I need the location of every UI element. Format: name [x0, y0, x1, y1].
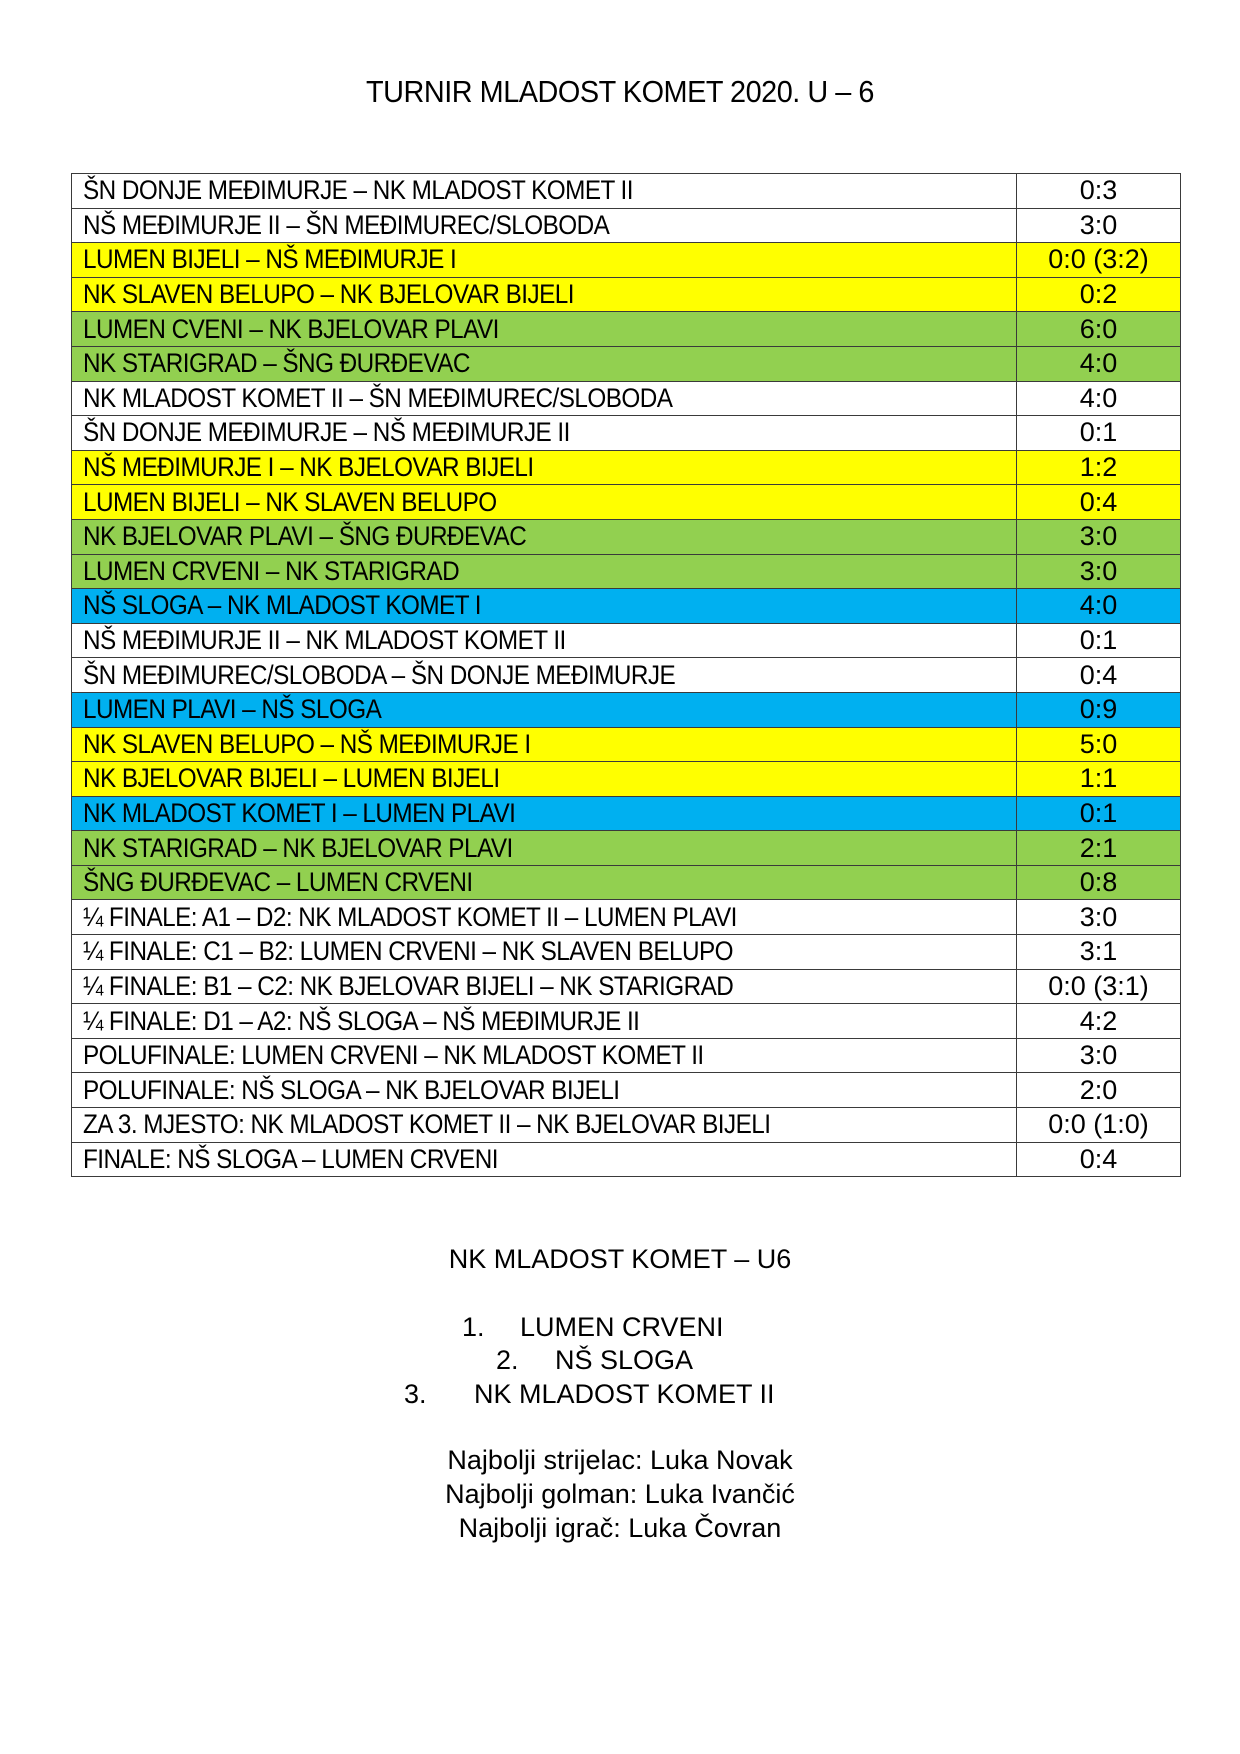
match-teams: NŠ MEĐIMURJE I – NK BJELOVAR BIJELI	[83, 452, 534, 483]
match-cell	[72, 485, 1017, 520]
match-score: 2:0	[1017, 1073, 1181, 1108]
match-teams: NŠ SLOGA – NK MLADOST KOMET I	[83, 590, 482, 621]
match-teams: NK SLAVEN BELUPO – NŠ MEĐIMURJE I	[83, 728, 531, 759]
match-row	[72, 692, 1181, 727]
match-results-body	[72, 174, 1181, 1177]
match-row	[72, 969, 1181, 1004]
match-row	[72, 450, 1181, 485]
match-score: 3:0	[1017, 1038, 1181, 1073]
match-teams: NK BJELOVAR BIJELI – LUMEN BIJELI	[83, 763, 500, 794]
match-cell	[72, 277, 1017, 312]
match-cell	[72, 1108, 1017, 1143]
standing-item-3	[404, 1379, 775, 1410]
match-teams: NK BJELOVAR PLAVI – ŠNG ĐURĐEVAC	[83, 521, 527, 552]
match-row	[72, 554, 1181, 589]
match-row	[72, 935, 1181, 970]
match-score: 0:9	[1017, 692, 1181, 727]
match-row	[72, 658, 1181, 693]
match-teams: NK STARIGRAD – NK BJELOVAR PLAVI	[83, 832, 513, 863]
match-score: 0:3	[1017, 174, 1181, 209]
match-cell	[72, 554, 1017, 589]
match-score: 0:1	[1017, 796, 1181, 831]
match-score: 3:0	[1017, 519, 1181, 554]
match-cell	[72, 623, 1017, 658]
match-teams: ŠNG ĐURĐEVAC – LUMEN CRVENI	[83, 867, 473, 898]
standing-item-1	[462, 1312, 724, 1343]
match-cell	[72, 381, 1017, 416]
match-score: 0:1	[1017, 416, 1181, 451]
match-teams: ¼ FINALE: C1 – B2: LUMEN CRVENI – NK SLAVEN BELUPO	[83, 936, 734, 967]
standing-rank: 2.	[496, 1345, 519, 1375]
match-teams: LUMEN BIJELI – NK SLAVEN BELUPO	[83, 486, 497, 517]
match-row	[72, 1004, 1181, 1039]
match-cell	[72, 762, 1017, 797]
match-cell	[72, 589, 1017, 624]
match-teams: NK MLADOST KOMET II – ŠN MEĐIMUREC/SLOBODA	[83, 382, 673, 413]
match-score: 3:0	[1017, 208, 1181, 243]
match-row	[72, 208, 1181, 243]
match-cell	[72, 1004, 1017, 1039]
match-teams: FINALE: NŠ SLOGA – LUMEN CRVENI	[83, 1143, 498, 1174]
standing-team: NK MLADOST KOMET II	[474, 1379, 775, 1409]
match-row	[72, 623, 1181, 658]
match-row	[72, 1142, 1181, 1177]
standing-team: LUMEN CRVENI	[520, 1312, 724, 1342]
match-row	[72, 346, 1181, 381]
match-cell	[72, 658, 1017, 693]
standing-rank: 3.	[404, 1379, 427, 1409]
match-row	[72, 831, 1181, 866]
match-row	[72, 762, 1181, 797]
match-results-table	[71, 173, 1181, 1177]
match-score: 4:2	[1017, 1004, 1181, 1039]
match-row	[72, 174, 1181, 209]
match-row	[72, 727, 1181, 762]
document-title: TURNIR MLADOST KOMET 2020. U – 6	[366, 74, 874, 109]
match-score: 3:0	[1017, 900, 1181, 935]
match-score: 2:1	[1017, 831, 1181, 866]
match-cell	[72, 346, 1017, 381]
match-cell	[72, 831, 1017, 866]
match-score: 0:4	[1017, 658, 1181, 693]
match-teams: ZA 3. MJESTO: NK MLADOST KOMET II – NK BJELOVAR BIJELI	[83, 1109, 771, 1140]
match-score: 1:1	[1017, 762, 1181, 797]
match-row	[72, 277, 1181, 312]
match-score: 0:4	[1017, 485, 1181, 520]
match-score: 1:2	[1017, 450, 1181, 485]
match-teams: ŠN DONJE MEĐIMURJE – NŠ MEĐIMURJE II	[83, 417, 570, 448]
match-score: 3:0	[1017, 554, 1181, 589]
match-teams: LUMEN CRVENI – NK STARIGRAD	[83, 555, 460, 586]
match-cell	[72, 1142, 1017, 1177]
match-cell	[72, 208, 1017, 243]
award-best-goalkeeper: Najbolji golman: Luka Ivančić	[445, 1479, 795, 1509]
match-teams: NŠ MEĐIMURJE II – NK MLADOST KOMET II	[83, 625, 566, 656]
match-cell	[72, 900, 1017, 935]
match-teams: NK SLAVEN BELUPO – NK BJELOVAR BIJELI	[83, 279, 574, 310]
match-cell	[72, 174, 1017, 209]
match-teams: NK MLADOST KOMET I – LUMEN PLAVI	[83, 797, 516, 828]
match-score: 4:0	[1017, 589, 1181, 624]
match-teams: ¼ FINALE: B1 – C2: NK BJELOVAR BIJELI – NK STARIGRAD	[83, 970, 734, 1001]
match-row	[72, 865, 1181, 900]
match-cell	[72, 865, 1017, 900]
match-row	[72, 796, 1181, 831]
match-teams: ŠN DONJE MEĐIMURJE – NK MLADOST KOMET II	[83, 175, 633, 206]
match-score: 0:8	[1017, 865, 1181, 900]
match-teams: POLUFINALE: LUMEN CRVENI – NK MLADOST KOMET II	[83, 1040, 704, 1071]
match-teams: ¼ FINALE: D1 – A2: NŠ SLOGA – NŠ MEĐIMURJE II	[83, 1005, 640, 1036]
match-teams: POLUFINALE: NŠ SLOGA – NK BJELOVAR BIJELI	[83, 1074, 620, 1105]
match-teams: ¼ FINALE: A1 – D2: NK MLADOST KOMET II – LUMEN PLAVI	[83, 901, 737, 932]
match-score: 0:0 (3:2)	[1017, 243, 1181, 278]
summary-title: NK MLADOST KOMET – U6	[448, 1244, 792, 1274]
match-score: 0:4	[1017, 1142, 1181, 1177]
match-teams: NK STARIGRAD – ŠNG ĐURĐEVAC	[83, 348, 470, 379]
match-score: 0:0 (3:1)	[1017, 969, 1181, 1004]
match-row	[72, 589, 1181, 624]
match-score: 0:2	[1017, 277, 1181, 312]
match-cell	[72, 243, 1017, 278]
standing-team: NŠ SLOGA	[555, 1345, 694, 1375]
match-score: 4:0	[1017, 346, 1181, 381]
match-row	[72, 416, 1181, 451]
match-cell	[72, 692, 1017, 727]
match-score: 0:1	[1017, 623, 1181, 658]
match-row	[72, 1108, 1181, 1143]
match-cell	[72, 969, 1017, 1004]
match-row	[72, 243, 1181, 278]
match-teams: ŠN MEĐIMUREC/SLOBODA – ŠN DONJE MEĐIMURJE	[83, 659, 676, 690]
match-score: 0:0 (1:0)	[1017, 1108, 1181, 1143]
match-cell	[72, 935, 1017, 970]
standing-rank: 1.	[462, 1312, 485, 1342]
match-score: 6:0	[1017, 312, 1181, 347]
match-teams: LUMEN BIJELI – NŠ MEĐIMURJE I	[83, 244, 457, 275]
match-cell	[72, 450, 1017, 485]
match-score: 4:0	[1017, 381, 1181, 416]
match-cell	[72, 1073, 1017, 1108]
match-teams: LUMEN CVENI – NK BJELOVAR PLAVI	[83, 313, 499, 344]
match-cell	[72, 519, 1017, 554]
match-score: 3:1	[1017, 935, 1181, 970]
match-row	[72, 900, 1181, 935]
match-row	[72, 312, 1181, 347]
award-best-scorer: Najbolji strijelac: Luka Novak	[447, 1445, 793, 1475]
match-cell	[72, 416, 1017, 451]
match-row	[72, 1038, 1181, 1073]
match-teams: LUMEN PLAVI – NŠ SLOGA	[83, 694, 382, 725]
match-cell	[72, 727, 1017, 762]
match-row	[72, 485, 1181, 520]
match-cell	[72, 796, 1017, 831]
match-row	[72, 381, 1181, 416]
match-row	[72, 1073, 1181, 1108]
standing-item-2	[496, 1345, 693, 1376]
match-cell	[72, 312, 1017, 347]
match-score: 5:0	[1017, 727, 1181, 762]
match-row	[72, 519, 1181, 554]
match-teams: NŠ MEĐIMURJE II – ŠN MEĐIMUREC/SLOBODA	[83, 209, 610, 240]
match-cell	[72, 1038, 1017, 1073]
award-best-player: Najbolji igrač: Luka Čovran	[458, 1513, 782, 1543]
